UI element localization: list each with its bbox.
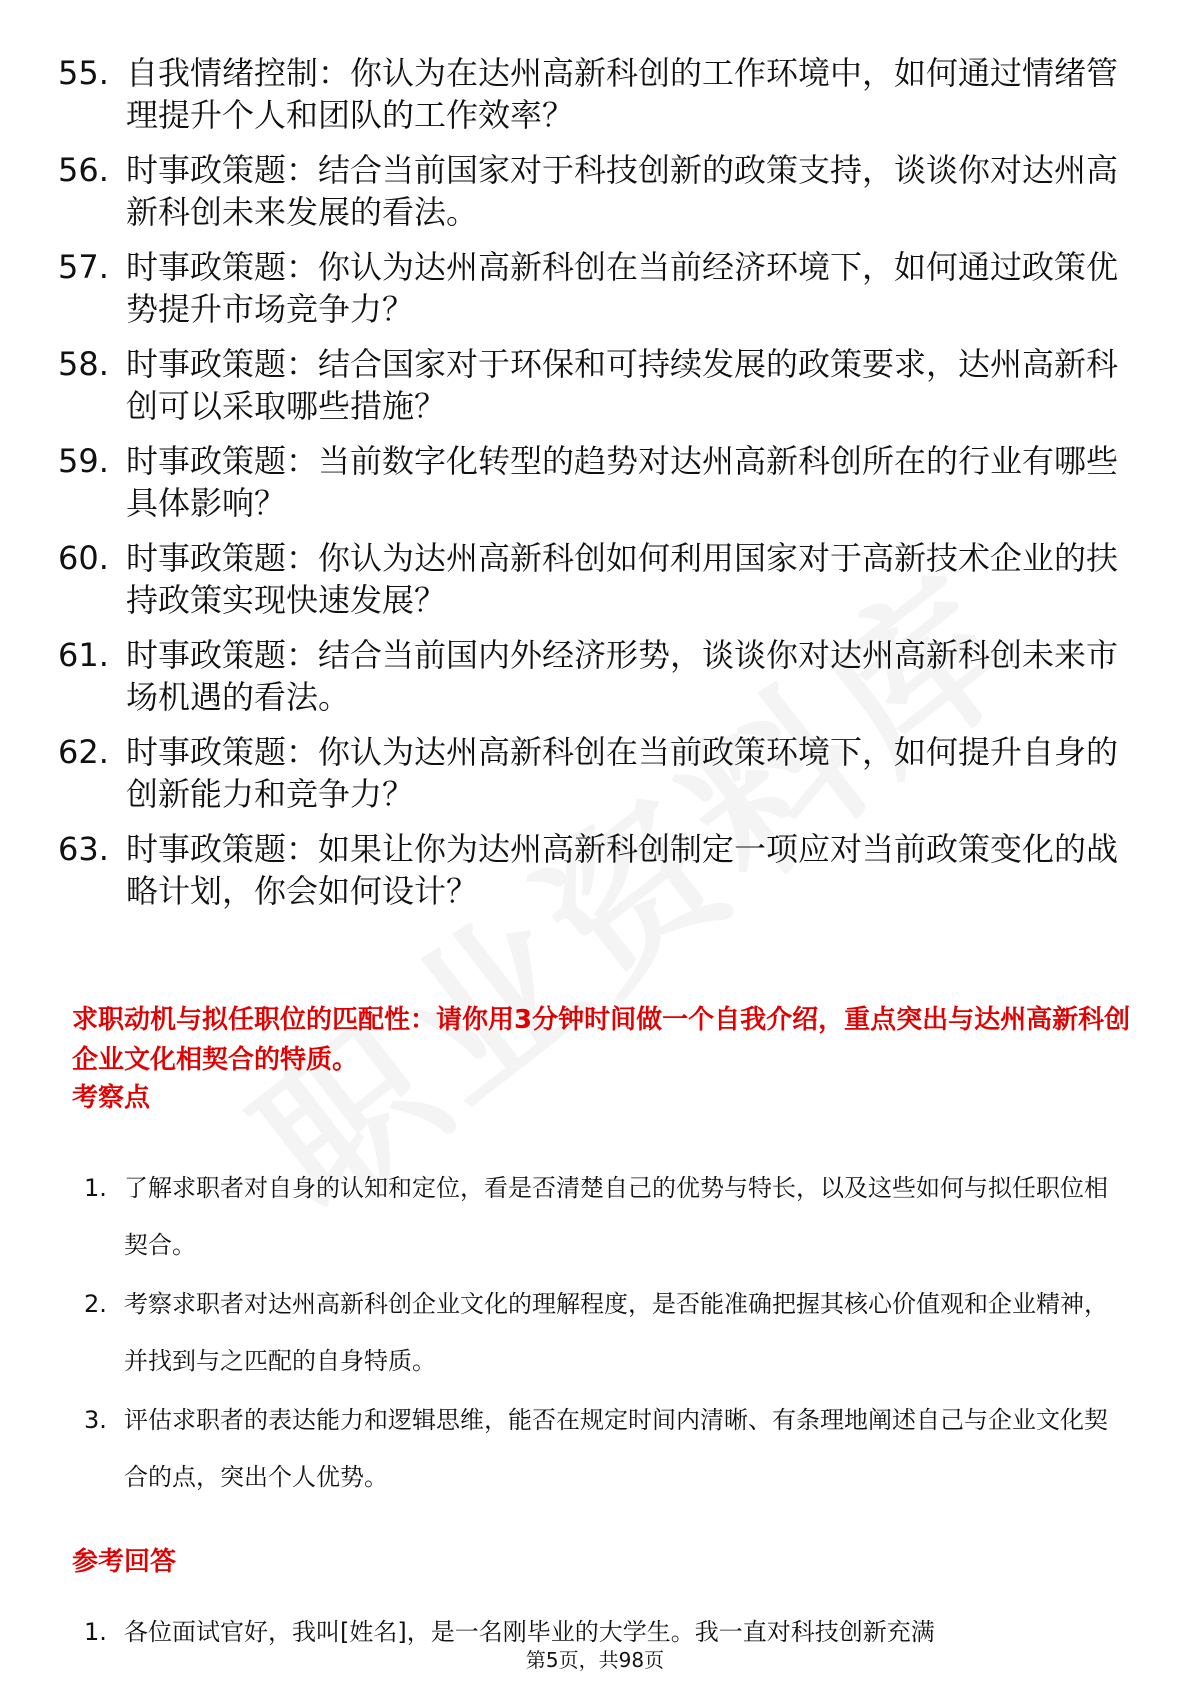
question-text: 时事政策题：结合当前国内外经济形势，谈谈你对达州高新科创未来市场机遇的看法。 xyxy=(126,636,1119,716)
question-text: 时事政策题：当前数字化转型的趋势对达州高新科创所在的行业有哪些具体影响？ xyxy=(126,442,1119,522)
exam-point-item xyxy=(84,1160,1124,1274)
exam-point-item xyxy=(84,1276,1124,1390)
question-item xyxy=(58,731,1138,815)
question-item xyxy=(58,828,1138,912)
question-number: 55. xyxy=(58,54,109,92)
question-number: 63. xyxy=(58,830,109,868)
exam-point-number: 1. xyxy=(84,1174,107,1202)
question-text: 时事政策题：如果让你为达州高新科创制定一项应对当前政策变化的战略计划，你会如何设计？ xyxy=(126,830,1119,910)
question-number: 56. xyxy=(58,151,109,189)
exam-points-list xyxy=(84,1160,1124,1508)
exam-point-number: 2. xyxy=(84,1290,107,1318)
exam-points-label: 考察点 xyxy=(72,1083,151,1113)
exam-point-number: 3. xyxy=(84,1406,107,1434)
highlight-question: 求职动机与拟任职位的匹配性：请你用3分钟时间做一个自我介绍，重点突出与达州高新科创企业文化相契合的特质。 xyxy=(72,1005,1131,1075)
question-number: 58. xyxy=(58,345,109,383)
question-list xyxy=(58,52,1138,925)
question-item xyxy=(58,537,1138,621)
question-text: 时事政策题：你认为达州高新科创在当前经济环境下，如何通过政策优势提升市场竞争力？ xyxy=(126,248,1119,328)
exam-point-text: 评估求职者的表达能力和逻辑思维，能否在规定时间内清晰、有条理地阐述自己与企业文化契合的点，突出个人优势。 xyxy=(124,1406,1108,1491)
question-text: 时事政策题：结合当前国家对于科技创新的政策支持，谈谈你对达州高新科创未来发展的看法。 xyxy=(126,151,1119,231)
question-text: 自我情绪控制：你认为在达州高新科创的工作环境中，如何通过情绪管理提升个人和团队的工作效率？ xyxy=(126,54,1119,134)
question-item xyxy=(58,52,1138,136)
exam-point-text: 考察求职者对达州高新科创企业文化的理解程度，是否能准确把握其核心价值观和企业精神，并找到与之匹配的自身特质。 xyxy=(124,1290,1108,1375)
question-number: 59. xyxy=(58,442,109,480)
page-footer: 第5页，共98页 xyxy=(0,1646,1190,1674)
question-item xyxy=(58,246,1138,330)
question-item xyxy=(58,634,1138,718)
reference-answer-number: 1. xyxy=(84,1618,107,1645)
question-text: 时事政策题：结合国家对于环保和可持续发展的政策要求，达州高新科创可以采取哪些措施？ xyxy=(126,345,1119,425)
question-item xyxy=(58,440,1138,524)
question-item xyxy=(58,149,1138,233)
question-text: 时事政策题：你认为达州高新科创在当前政策环境下，如何提升自身的创新能力和竞争力？ xyxy=(126,733,1119,813)
question-number: 62. xyxy=(58,733,109,771)
question-text: 时事政策题：你认为达州高新科创如何利用国家对于高新技术企业的扶持政策实现快速发展？ xyxy=(126,539,1119,619)
question-number: 60. xyxy=(58,539,109,577)
reference-answer-item xyxy=(84,1615,1124,1645)
question-item xyxy=(58,343,1138,427)
question-number: 57. xyxy=(58,248,109,286)
reference-answer-text: 各位面试官好，我叫[姓名]，是一名刚毕业的大学生。我一直对科技创新充满 xyxy=(124,1618,935,1645)
exam-point-item xyxy=(84,1392,1124,1506)
question-number: 61. xyxy=(58,636,109,674)
exam-point-text: 了解求职者对自身的认知和定位，看是否清楚自己的优势与特长，以及这些如何与拟任职位相契合。 xyxy=(124,1174,1108,1259)
reference-answer-label: 参考回答 xyxy=(72,1547,177,1577)
